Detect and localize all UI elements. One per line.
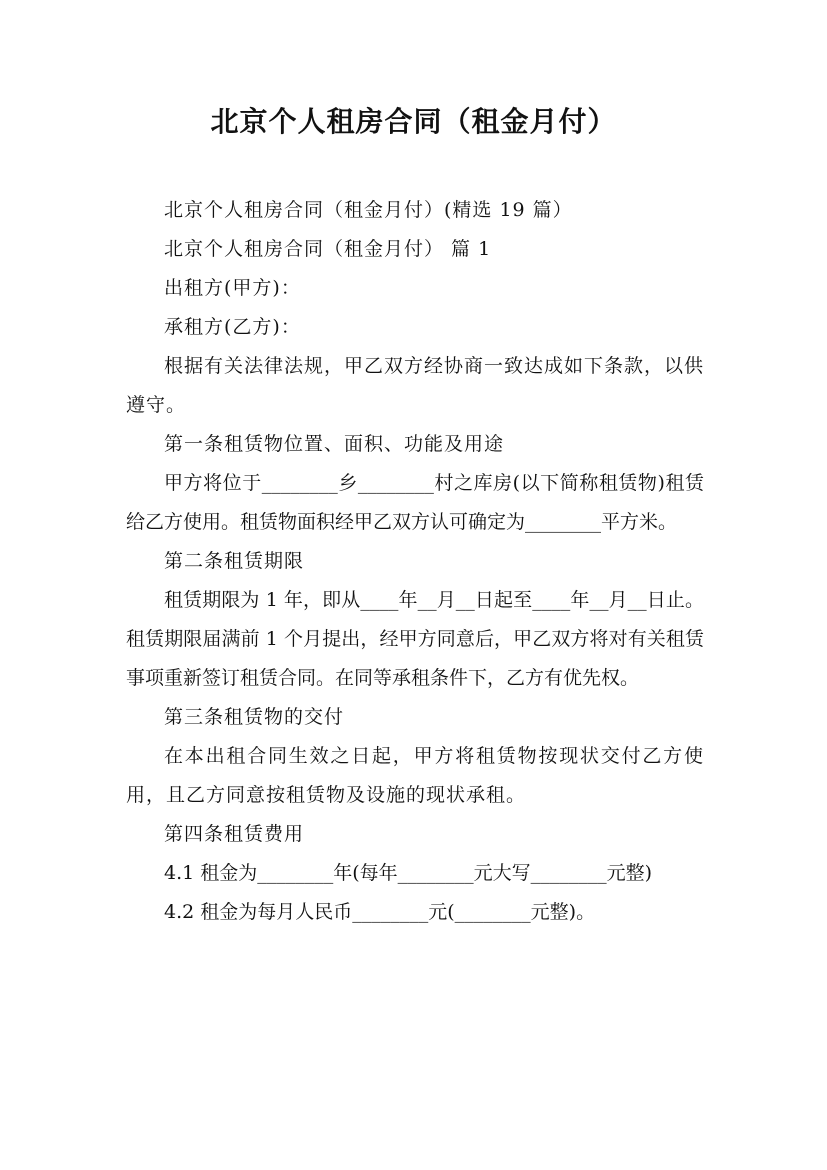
- paragraph-lessor: 出租方(甲方)：: [164, 277, 301, 299]
- clause-4-2: 4.2 租金为每月人民币________元(________元整)。: [164, 901, 596, 923]
- paragraph-section-heading: 北京个人租房合同（租金月付） 篇 1: [164, 238, 492, 260]
- clause-3-body: 在本出租合同生效之日起，甲方将租赁物按现状交付乙方使用，且乙方同意按租赁物及设施的现状承租。: [126, 745, 704, 806]
- document-body: [126, 191, 704, 932]
- clause-3-heading: 第三条租赁物的交付: [164, 706, 345, 728]
- clause-1-body: 甲方将位于________乡________村之库房(以下简称租赁物)租赁给乙方使用。租赁物面积经甲乙双方认可确定为________平方米。: [126, 472, 704, 533]
- document-title: 北京个人租房合同（租金月付）: [210, 105, 617, 138]
- clause-4-1: 4.1 租金为________年(每年________元大写________元整): [164, 862, 653, 884]
- clause-4-heading: 第四条租赁费用: [164, 823, 305, 845]
- paragraph-lessee: 承租方(乙方)：: [164, 316, 301, 338]
- clause-1-heading: 第一条租赁物位置、面积、功能及用途: [164, 433, 505, 455]
- paragraph-subtitle: 北京个人租房合同（租金月付）(精选 19 篇）: [164, 199, 573, 221]
- paragraph-preamble: 根据有关法律法规，甲乙双方经协商一致达成如下条款，以供遵守。: [126, 355, 705, 416]
- clause-2-body: 租赁期限为 1 年，即从____年__月__日起至____年__月__日止。租赁期限届满前 1 个月提出，经甲方同意后，甲乙双方将对有关租赁事项重新签订租赁合同。在同等承租条件下，乙方有优先权。: [126, 589, 704, 689]
- clause-2-heading: 第二条租赁期限: [164, 550, 305, 572]
